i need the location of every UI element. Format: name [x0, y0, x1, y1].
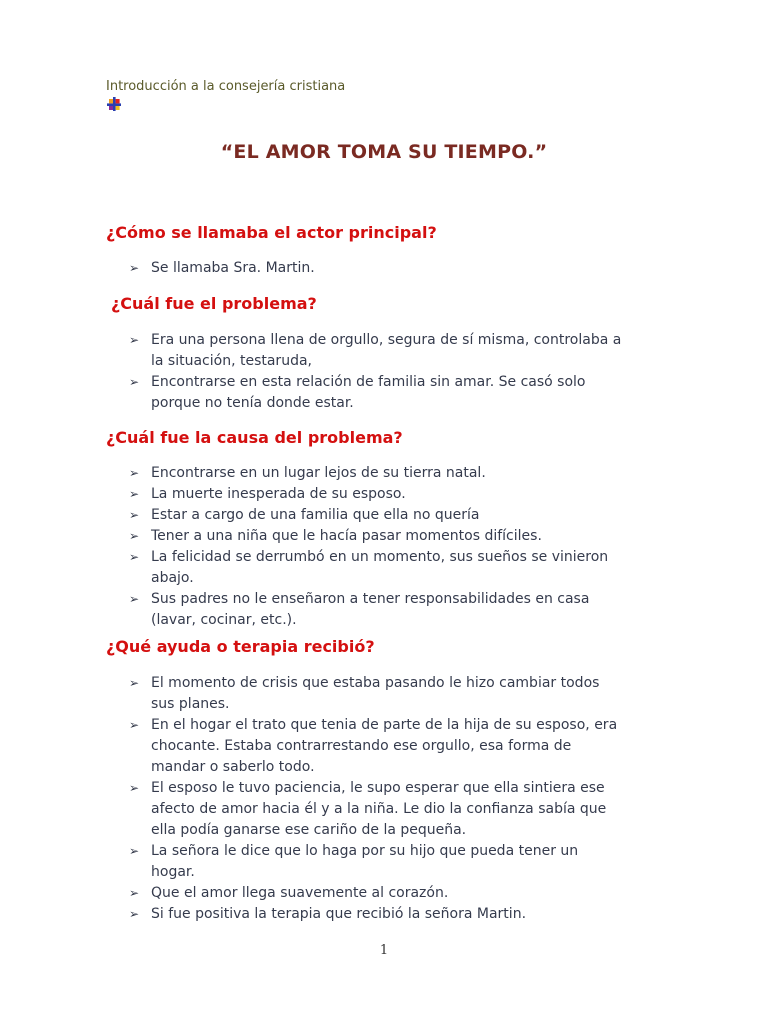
bullet-list: [129, 330, 621, 414]
list-item-line: La felicidad se derrumbó en un momento, sus sueños se vinieron: [151, 549, 609, 565]
arrow-bullet-icon: ➢: [129, 718, 140, 732]
page-number: 1: [379, 943, 389, 958]
arrow-bullet-icon: ➢: [129, 781, 140, 795]
list-item-line: Que el amor llega suavemente al corazón.: [151, 885, 449, 901]
bullet-list: [129, 258, 315, 279]
list-item-line: El esposo le tuvo paciencia, le supo esperar que ella sintiera ese: [151, 780, 605, 796]
list-item-line: mandar o saberlo todo.: [151, 759, 315, 775]
arrow-bullet-icon: ➢: [129, 592, 140, 606]
list-item-line: Encontrarse en un lugar lejos de su tierra natal.: [151, 465, 486, 481]
list-item-line: La señora le dice que lo haga por su hijo que pueda tener un: [151, 843, 579, 859]
list-item-line: Se llamaba Sra. Martin.: [151, 260, 315, 276]
list-item: [129, 547, 608, 589]
list-item-line: Si fue positiva la terapia que recibió la señora Martin.: [151, 906, 527, 922]
list-item-line: abajo.: [151, 570, 194, 586]
list-item-line: La muerte inesperada de su esposo.: [151, 486, 406, 502]
list-item-line: (lavar, cocinar, etc.).: [151, 612, 297, 628]
section-heading: ¿Cuál fue la causa del problema?: [106, 428, 403, 447]
arrow-bullet-icon: ➢: [129, 508, 140, 522]
list-item: [129, 526, 608, 547]
arrow-bullet-icon: ➢: [129, 886, 140, 900]
list-item: [129, 841, 617, 883]
list-item-line: Estar a cargo de una familia que ella no quería: [151, 507, 480, 523]
list-item: [129, 673, 617, 715]
list-item-line: sus planes.: [151, 696, 230, 712]
arrow-bullet-icon: ➢: [129, 261, 140, 275]
list-item: [129, 904, 617, 925]
arrow-bullet-icon: ➢: [129, 375, 140, 389]
arrow-bullet-icon: ➢: [129, 676, 140, 690]
bullet-list: [129, 463, 608, 631]
list-item: [129, 778, 617, 841]
list-item: [129, 484, 608, 505]
section-heading: ¿Qué ayuda o terapia recibió?: [106, 637, 375, 656]
arrow-bullet-icon: ➢: [129, 487, 140, 501]
list-item-line: El momento de crisis que estaba pasando le hizo cambiar todos: [151, 675, 600, 691]
arrow-bullet-icon: ➢: [129, 529, 140, 543]
arrow-bullet-icon: ➢: [129, 466, 140, 480]
list-item: [129, 589, 608, 631]
list-item-line: Tener a una niña que le hacía pasar momentos difíciles.: [151, 528, 542, 544]
list-item-line: Sus padres no le enseñaron a tener responsabilidades en casa: [151, 591, 590, 607]
list-item-line: Era una persona llena de orgullo, segura de sí misma, controlaba a: [151, 332, 622, 348]
list-item: [129, 258, 315, 279]
list-item-line: porque no tenía donde estar.: [151, 395, 354, 411]
list-item-line: ella podía ganarse ese cariño de la pequeña.: [151, 822, 467, 838]
bullet-list: [129, 673, 617, 925]
list-item-line: afecto de amor hacia él y a la niña. Le dio la confianza sabía que: [151, 801, 607, 817]
arrow-bullet-icon: ➢: [129, 844, 140, 858]
list-item-line: Encontrarse en esta relación de familia sin amar. Se casó solo: [151, 374, 586, 390]
list-item: [129, 715, 617, 778]
list-item: [129, 883, 617, 904]
list-item-line: la situación, testaruda,: [151, 353, 312, 369]
arrow-bullet-icon: ➢: [129, 550, 140, 564]
list-item: [129, 372, 621, 414]
section-heading: ¿Cómo se llamaba el actor principal?: [106, 223, 437, 242]
section-heading: ¿Cuál fue el problema?: [111, 294, 317, 313]
list-item-line: chocante. Estaba contrarrestando ese orgullo, esa forma de: [151, 738, 572, 754]
document-title: “EL AMOR TOMA SU TIEMPO.”: [220, 141, 548, 163]
list-item: [129, 463, 608, 484]
list-item-line: hogar.: [151, 864, 195, 880]
header-text: Introducción a la consejería cristiana: [106, 79, 346, 94]
arrow-bullet-icon: ➢: [129, 333, 140, 347]
list-item: [129, 330, 621, 372]
list-item-line: En el hogar el trato que tenia de parte de la hija de su esposo, era: [151, 717, 618, 733]
list-item: [129, 505, 608, 526]
arrow-bullet-icon: ➢: [129, 907, 140, 921]
four-color-cross-icon: [106, 96, 122, 112]
